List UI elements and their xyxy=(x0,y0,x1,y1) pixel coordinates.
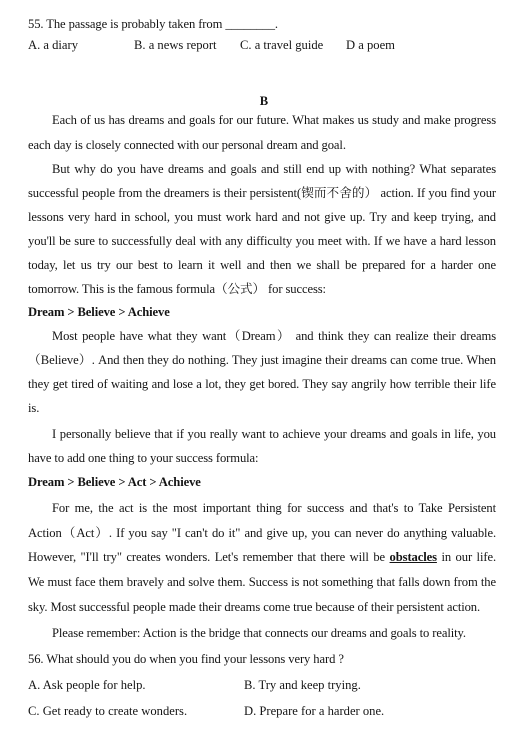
passage-line: （Believe）. And then they do nothing. They just imagine their dreams can come true. When xyxy=(28,353,496,367)
keyword-obstacles: obstacles xyxy=(389,550,437,564)
q56-option-b: B. Try and keep trying. xyxy=(244,678,361,692)
question-55-stem: 55. The passage is probably taken from ________. xyxy=(28,17,278,31)
formula-1: Dream > Believe > Achieve xyxy=(28,305,170,319)
passage-line: Each of us has dreams and goals for our future. What makes us study and make progress xyxy=(52,113,496,127)
passage-line: Please remember: Action is the bridge that connects our dreams and goals to reality. xyxy=(52,626,466,640)
passage-line: you'll be sure to successfully deal with any difficulty you meet with. If we have a hard lesson xyxy=(28,234,496,248)
passage-line: have to add one thing to your success formula: xyxy=(28,451,259,465)
q56-option-d: D. Prepare for a harder one. xyxy=(244,704,385,718)
passage-line: successful people from the dreamers is their persistent(锲而不舍的） action. If you find your xyxy=(28,186,496,200)
q55-option-c: C. a travel guide xyxy=(240,38,324,52)
q56-option-c: C. Get ready to create wonders. xyxy=(28,704,188,718)
passage-line: tomorrow. This is the famous formula（公式） for success: xyxy=(28,282,326,296)
passage-line: lessons very hard in school, you must work hard and not give up. Try and keep trying, and xyxy=(28,210,496,224)
q55-option-a: A. a diary xyxy=(28,38,79,52)
q55-option-b: B. a news report xyxy=(134,38,217,52)
passage-line: Action（Act）. If you say "I can't do it" and give up, you can never do anything valuable. xyxy=(28,526,496,540)
passage-line: sky. Most successful people made their dreams come true because of their persistent action. xyxy=(28,600,481,614)
passage-line: they get tired of waiting and lose a lot, they get bored. They say angrily how terrible their life xyxy=(28,377,496,391)
passage-line: Most people have what they want（Dream） and think they can realize their dreams xyxy=(52,329,496,343)
passage-line: We must face them bravely and solve them. Success is not something that falls down from the xyxy=(28,575,496,589)
q55-option-d: D a poem xyxy=(346,38,395,52)
passage-text: However, "I'll try" creates wonders. Let's remember that there will be xyxy=(28,550,390,564)
passage-text: in our life. xyxy=(436,550,496,564)
formula-2: Dream > Believe > Act > Achieve xyxy=(28,475,201,489)
section-title: B xyxy=(259,94,269,108)
question-56-stem: 56. What should you do when you find your lessons very hard ? xyxy=(28,652,344,666)
passage-line: each day is closely connected with our personal dream and goal. xyxy=(28,138,346,152)
passage-line-with-keyword xyxy=(28,549,496,565)
passage-line: I personally believe that if you really want to achieve your dreams and goals in life, you xyxy=(52,427,496,441)
passage-line: But why do you have dreams and goals and still end up with nothing? What separates xyxy=(52,162,496,176)
passage-line: For me, the act is the most important thing for success and that's to Take Persistent xyxy=(52,501,496,515)
q56-option-a: A. Ask people for help. xyxy=(28,678,146,692)
passage-line: today, let us try our best to learn it well and then we shall be prepared for a harder one xyxy=(28,258,496,272)
passage-line: is. xyxy=(28,401,40,415)
